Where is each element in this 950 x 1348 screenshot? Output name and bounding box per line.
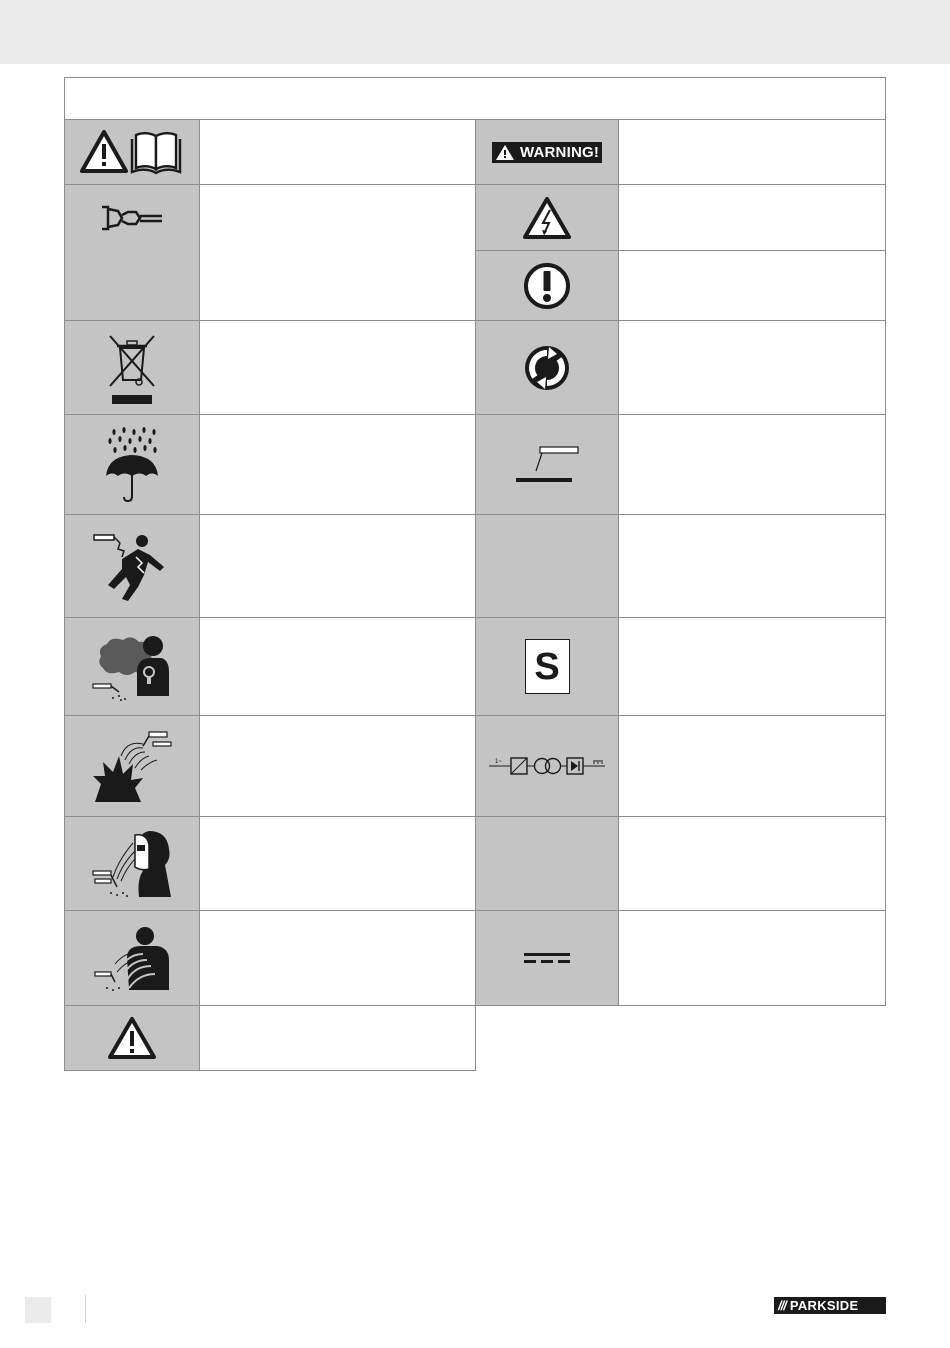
symbol-cell-s-mark — [475, 617, 619, 716]
warning-triangle-icon — [107, 1016, 157, 1060]
crossed-out-wheelie-bin-icon — [106, 332, 158, 404]
symbol-cell-blank — [475, 514, 619, 618]
symbol-description-cell — [618, 250, 886, 321]
symbol-cell-keep-dry — [64, 414, 200, 515]
symbol-description-cell — [199, 910, 476, 1006]
symbol-cell-weee — [64, 320, 200, 415]
page-number-box — [25, 1297, 51, 1323]
symbol-description-cell — [199, 514, 476, 618]
symbol-cell-mma — [475, 414, 619, 515]
symbol-cell-warning-badge — [475, 119, 619, 185]
s-mark-icon — [525, 639, 570, 694]
symbol-description-cell — [199, 617, 476, 716]
symbol-cell-fumes — [64, 617, 200, 716]
welding-mask-icon — [91, 829, 173, 899]
mma-electrode-icon — [514, 445, 580, 485]
important-exclamation-icon — [523, 262, 571, 310]
mains-plug-icon — [100, 205, 164, 231]
symbol-cell-radiation — [64, 910, 200, 1006]
warning-label: WARNING! — [519, 143, 600, 161]
symbol-description-cell — [199, 184, 476, 321]
symbol-description-cell — [618, 320, 886, 415]
inverter-transformer-rectifier-icon — [487, 755, 607, 777]
symbol-description-cell — [618, 816, 886, 911]
symbol-description-cell — [618, 414, 886, 515]
symbol-cell-inverter — [475, 715, 619, 817]
symbol-cell-green-dot — [475, 320, 619, 415]
top-band — [0, 0, 950, 64]
symbol-cell-direct-current — [475, 910, 619, 1006]
symbol-description-cell — [618, 514, 886, 618]
green-dot-recycling-icon — [523, 344, 571, 392]
s-mark-letter: S — [534, 645, 560, 688]
symbol-cell-explosion — [64, 715, 200, 817]
symbol-cell-electric-shock — [64, 514, 200, 618]
svg-text:1~: 1~ — [495, 759, 502, 765]
logo-brand-name: PARKSIDE — [789, 1298, 859, 1313]
arc-radiation-icon — [93, 924, 171, 992]
direct-current-icon — [522, 951, 572, 965]
footer-divider — [85, 1295, 86, 1323]
electric-shock-icon — [92, 529, 172, 603]
symbol-cell-blank — [475, 816, 619, 911]
logo-slashes: /// — [778, 1298, 786, 1313]
symbol-description-cell — [618, 119, 886, 185]
symbol-description-cell — [618, 184, 886, 251]
symbol-cell-mask — [64, 816, 200, 911]
symbol-description-cell — [199, 715, 476, 817]
symbol-cell-important — [475, 250, 619, 321]
symbol-description-cell — [618, 617, 886, 716]
welding-fumes-icon — [91, 632, 173, 702]
table-header — [64, 77, 886, 120]
symbol-cell-mains-plug — [64, 184, 200, 321]
high-voltage-icon — [522, 196, 572, 240]
keep-dry-umbrella-icon — [104, 426, 160, 504]
warning-badge-icon — [492, 142, 602, 163]
warning-read-manual-icon — [80, 129, 184, 175]
symbol-description-cell — [199, 1005, 476, 1071]
symbol-cell-general-warning — [64, 1005, 200, 1071]
symbol-description-cell — [199, 119, 476, 185]
explosion-sparks-icon — [91, 728, 173, 804]
symbol-description-cell — [618, 715, 886, 817]
symbol-cell-read-manual — [64, 119, 200, 185]
symbol-description-cell — [199, 816, 476, 911]
symbol-description-cell — [618, 910, 886, 1006]
symbol-description-cell — [199, 414, 476, 515]
symbol-cell-high-voltage — [475, 184, 619, 251]
symbol-description-cell — [199, 320, 476, 415]
parkside-logo — [774, 1297, 886, 1314]
